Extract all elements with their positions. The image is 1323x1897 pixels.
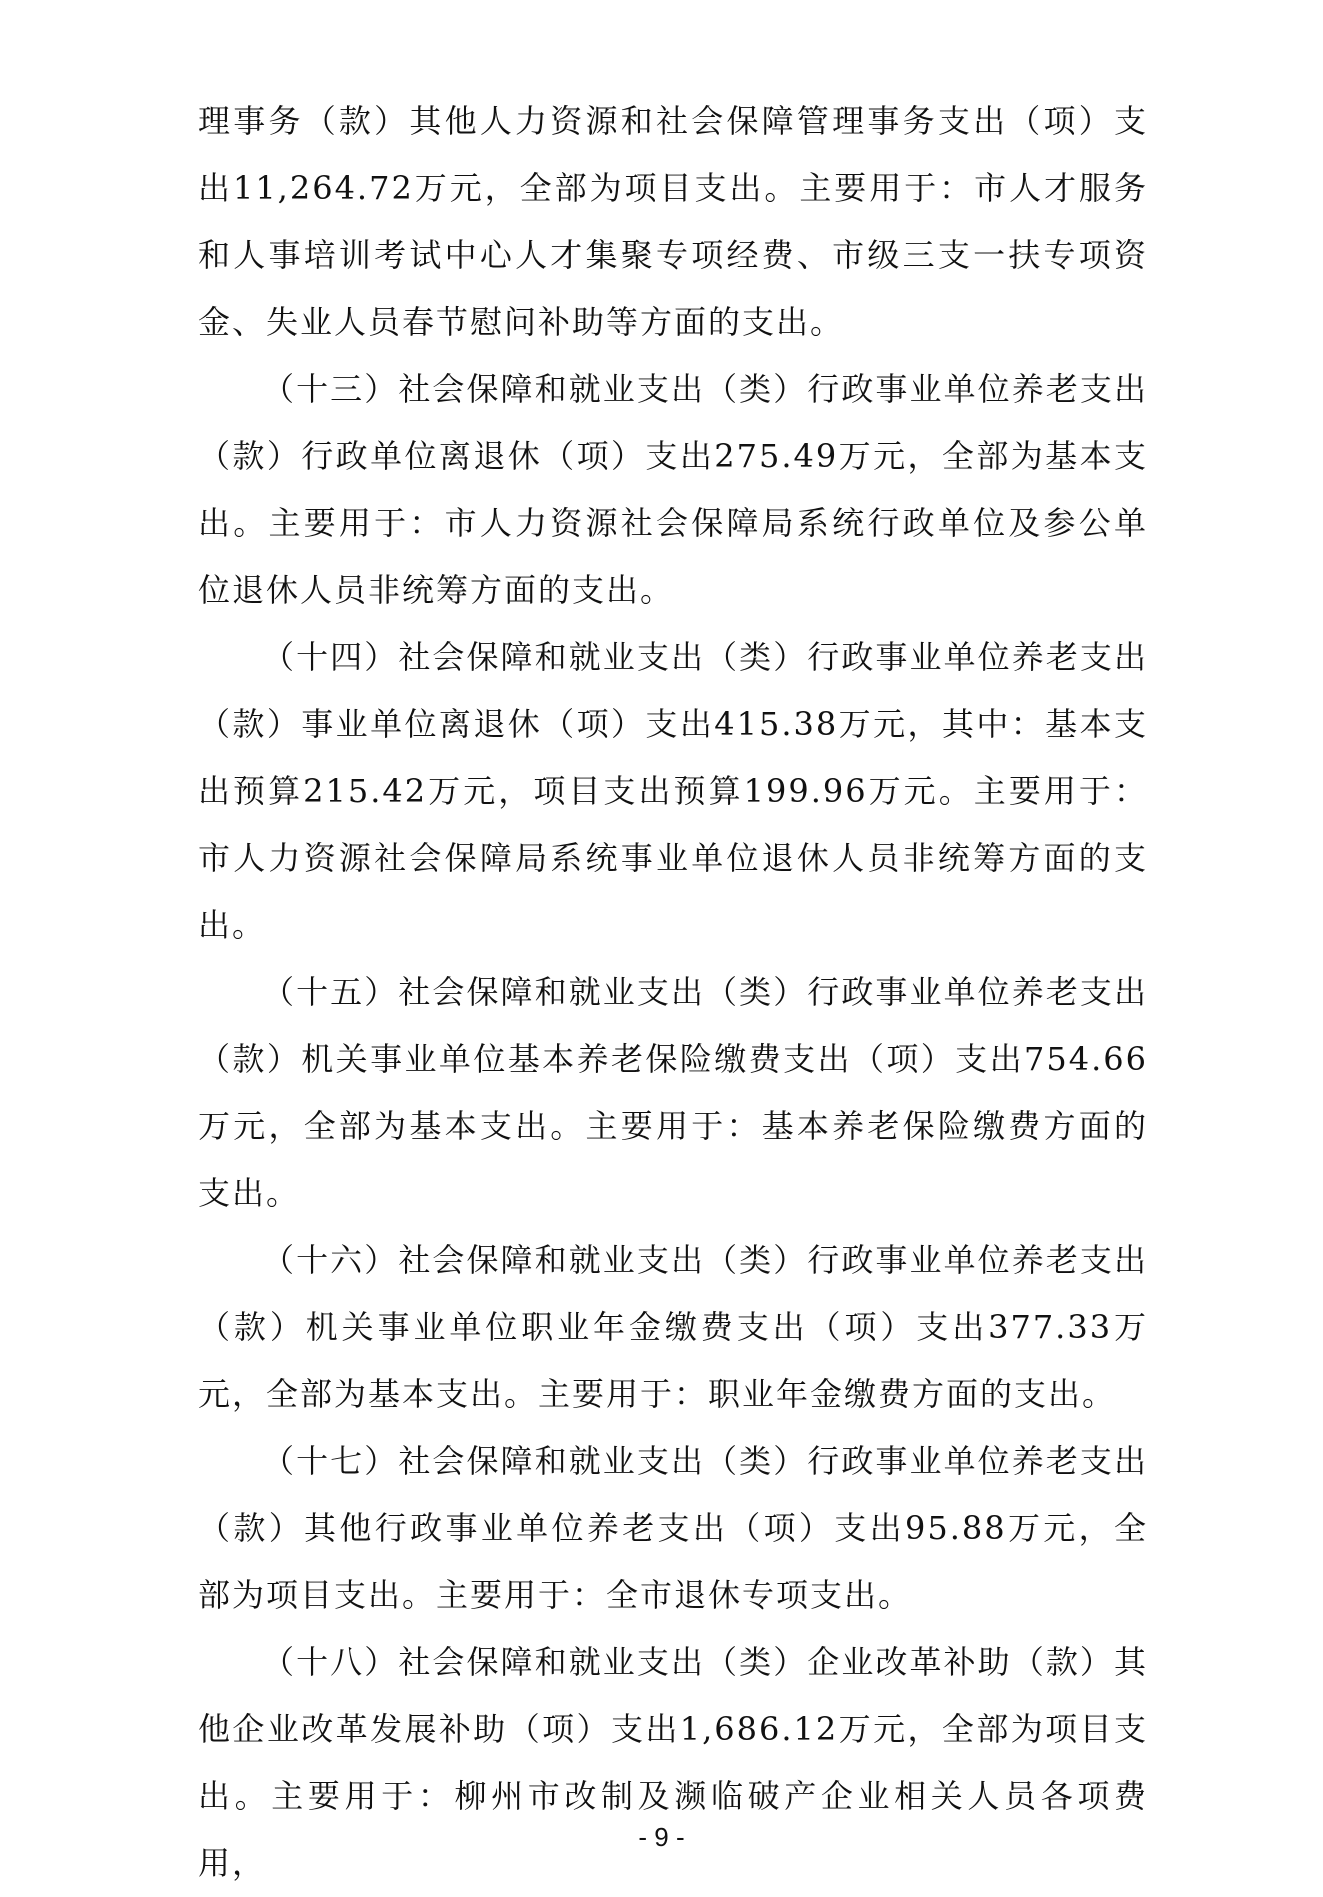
paragraph-item-15: （十五）社会保障和就业支出（类）行政事业单位养老支出（款）机关事业单位基本养老保险缴费支出（项）支出754.66万元，全部为基本支出。主要用于：基本养老保险缴费方面的支出。: [198, 973, 1148, 1212]
paragraph-item-13: （十三）社会保障和就业支出（类）行政事业单位养老支出（款）行政单位离退休（项）支出275.49万元，全部为基本支出。主要用于：市人力资源社会保障局系统行政单位及参公单位退休人员非统筹方面的支出。: [198, 370, 1148, 609]
paragraph-item-18: （十八）社会保障和就业支出（类）企业改革补助（款）其他企业改革发展补助（项）支出1,686.12万元，全部为项目支出。主要用于：柳州市改制及濒临破产企业相关人员各项费用，: [198, 1643, 1148, 1882]
paragraph-item-14: （十四）社会保障和就业支出（类）行政事业单位养老支出（款）事业单位离退休（项）支出415.38万元，其中：基本支出预算215.42万元，项目支出预算199.96万元。主要用于：市人力资源社会保障局系统事业单位退休人员非统筹方面的支出。: [198, 638, 1148, 944]
paragraph-item-17: （十七）社会保障和就业支出（类）行政事业单位养老支出（款）其他行政事业单位养老支出（项）支出95.88万元，全部为项目支出。主要用于：全市退休专项支出。: [198, 1442, 1148, 1614]
body-text: [198, 88, 1148, 1897]
paragraph-continuation: 理事务（款）其他人力资源和社会保障管理事务支出（项）支出11,264.72万元，全部为项目支出。主要用于：市人才服务和人事培训考试中心人才集聚专项经费、市级三支一扶专项资金、失业人员春节慰问补助等方面的支出。: [198, 102, 1148, 341]
page-number: - 9 -: [638, 1822, 685, 1852]
paragraph-item-16: （十六）社会保障和就业支出（类）行政事业单位养老支出（款）机关事业单位职业年金缴费支出（项）支出377.33万元，全部为基本支出。主要用于：职业年金缴费方面的支出。: [198, 1241, 1148, 1413]
